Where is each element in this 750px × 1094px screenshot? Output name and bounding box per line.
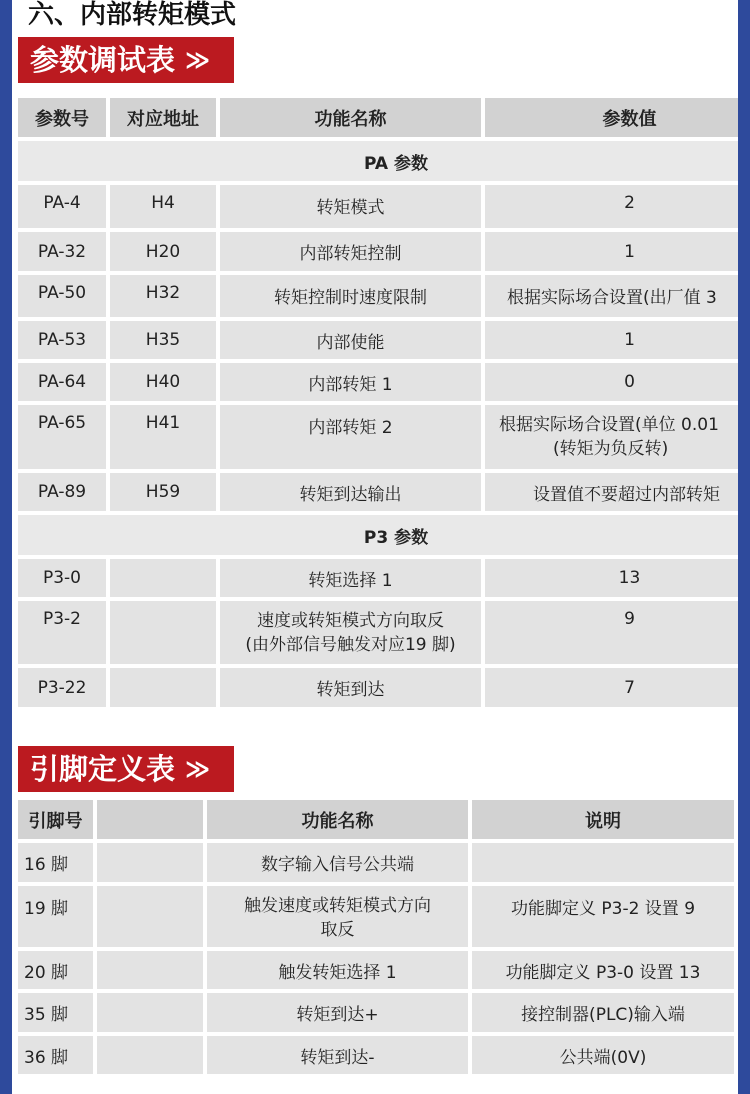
param-value: 根据实际场合设置(出厂值 3 (485, 275, 738, 317)
pin-function: 转矩到达+ (207, 993, 468, 1032)
table-row (18, 951, 734, 989)
pin-description: 公共端(0V) (472, 1036, 734, 1074)
section-label-p3: P3 参数 (18, 515, 738, 555)
left-border-bar (0, 0, 12, 1094)
param-number: P3-2 (18, 601, 106, 664)
param-address (110, 601, 216, 664)
table-row (18, 668, 738, 707)
header-pin-number: 引脚号 (18, 800, 93, 839)
param-address: H20 (110, 232, 216, 271)
param-value: 1 (485, 232, 738, 271)
param-function: 转矩控制时速度限制 (220, 275, 481, 317)
param-number: PA-50 (18, 275, 106, 317)
param-address: H35 (110, 321, 216, 359)
pin-blank-cell (97, 993, 203, 1032)
pin-description: 接控制器(PLC)输入端 (472, 993, 734, 1032)
table-row (18, 993, 734, 1032)
pin-function: 转矩到达- (207, 1036, 468, 1074)
chevron-down-icon: ≫ (185, 46, 211, 74)
param-value: 设置值不要超过内部转矩 (485, 473, 738, 511)
pin-table (18, 800, 738, 1078)
param-table-banner-label: 参数调试表 (30, 43, 176, 77)
table-row (18, 601, 738, 664)
param-value (485, 405, 738, 469)
table-row (18, 473, 738, 511)
pin-number: 16 脚 (18, 843, 93, 882)
pin-table-banner-label: 引脚定义表 (30, 752, 176, 786)
param-table (18, 98, 738, 711)
param-value: 0 (485, 363, 738, 401)
param-number: PA-65 (18, 405, 106, 469)
header-blank (97, 800, 203, 839)
table-row (18, 185, 738, 228)
pin-description: 功能脚定义 P3-0 设置 13 (472, 951, 734, 989)
param-number: P3-22 (18, 668, 106, 707)
table-row (18, 405, 738, 469)
page-title: 六、内部转矩模式 (28, 0, 237, 30)
param-address: H59 (110, 473, 216, 511)
param-value: 1 (485, 321, 738, 359)
table-row (18, 1036, 734, 1074)
param-number: PA-53 (18, 321, 106, 359)
table-row (18, 321, 738, 359)
param-number: P3-0 (18, 559, 106, 597)
param-function (220, 601, 481, 664)
pin-function-line-2: 取反 (320, 920, 355, 940)
param-number: PA-32 (18, 232, 106, 271)
param-table-container (18, 98, 738, 736)
param-number: PA-64 (18, 363, 106, 401)
param-address (110, 668, 216, 707)
param-number: PA-4 (18, 185, 106, 228)
pin-number: 36 脚 (18, 1036, 93, 1074)
param-function: 内部使能 (220, 321, 481, 359)
header-description: 说明 (472, 800, 734, 839)
param-number: PA-89 (18, 473, 106, 511)
param-function: 转矩选择 1 (220, 559, 481, 597)
table-row (18, 232, 738, 271)
section-label-pa: PA 参数 (18, 141, 738, 181)
param-address: H41 (110, 405, 216, 469)
section-row-pa (18, 141, 738, 181)
pin-number: 20 脚 (18, 951, 93, 989)
param-function: 内部转矩 2 (220, 405, 481, 469)
param-table-banner (18, 37, 234, 83)
param-address: H4 (110, 185, 216, 228)
right-border-bar (738, 0, 750, 1094)
param-value-line-2: (转矩为负反转) (553, 439, 669, 459)
param-address (110, 559, 216, 597)
param-value: 9 (485, 601, 738, 664)
pin-function-line-1: 触发速度或转矩模式方向 (244, 896, 431, 916)
header-function-name: 功能名称 (220, 98, 481, 137)
pin-description (472, 843, 734, 882)
table-row (18, 363, 738, 401)
header-function-name: 功能名称 (207, 800, 468, 839)
pin-table-header-row (18, 800, 734, 839)
param-value-line-1: 根据实际场合设置(单位 0.01 (499, 415, 719, 435)
pin-blank-cell (97, 951, 203, 989)
param-function: 转矩到达 (220, 668, 481, 707)
param-function-line-2: (由外部信号触发对应19 脚) (245, 635, 456, 655)
section-row-p3 (18, 515, 738, 555)
header-param-value: 参数值 (485, 98, 738, 137)
pin-blank-cell (97, 886, 203, 947)
pin-table-container (18, 800, 738, 1082)
param-address: H32 (110, 275, 216, 317)
table-row (18, 559, 738, 597)
header-address: 对应地址 (110, 98, 216, 137)
param-value: 2 (485, 185, 738, 228)
param-table-header-row (18, 98, 738, 137)
pin-blank-cell (97, 843, 203, 882)
pin-number: 35 脚 (18, 993, 93, 1032)
pin-function: 触发转矩选择 1 (207, 951, 468, 989)
pin-description: 功能脚定义 P3-2 设置 9 (472, 886, 734, 947)
pin-function (207, 886, 468, 947)
table-row (18, 886, 734, 947)
header-param-number: 参数号 (18, 98, 106, 137)
pin-blank-cell (97, 1036, 203, 1074)
pin-table-banner (18, 746, 234, 792)
param-function-line-1: 速度或转矩模式方向取反 (257, 611, 444, 631)
pin-number: 19 脚 (18, 886, 93, 947)
param-function: 转矩到达输出 (220, 473, 481, 511)
param-address: H40 (110, 363, 216, 401)
param-function: 内部转矩控制 (220, 232, 481, 271)
table-row (18, 275, 738, 317)
param-value: 7 (485, 668, 738, 707)
pin-function: 数字输入信号公共端 (207, 843, 468, 882)
param-function: 内部转矩 1 (220, 363, 481, 401)
param-value: 13 (485, 559, 738, 597)
chevron-down-icon: ≫ (185, 755, 211, 783)
table-row (18, 843, 734, 882)
param-function: 转矩模式 (220, 185, 481, 228)
